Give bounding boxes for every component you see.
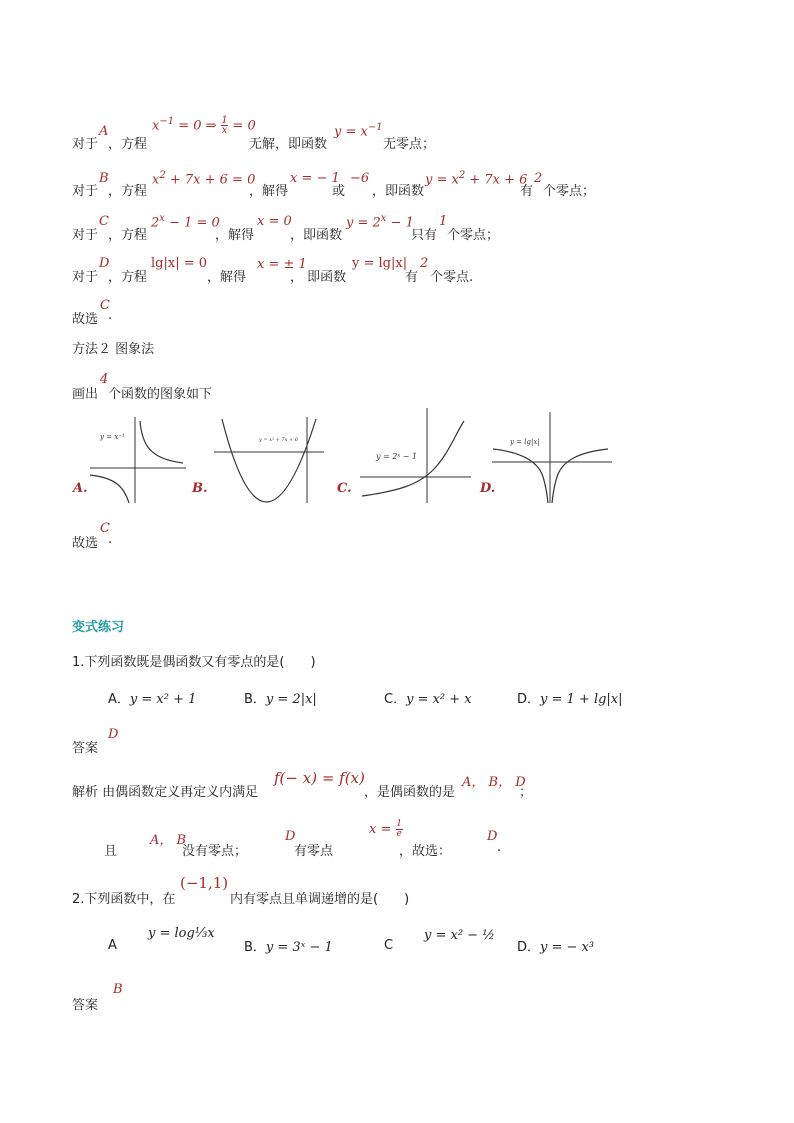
q2-stem-text2: 内有零点且单调递增的是( )	[230, 892, 410, 907]
q1-analysis-values: A， B， D	[462, 775, 526, 790]
q2-answer-value: B	[113, 982, 123, 997]
q1-option-a: A．y = x² + 1	[108, 692, 197, 707]
line-c-count: 1	[439, 214, 448, 229]
line-d-function: y = lg|x|	[352, 256, 408, 271]
q2-option-d: D．y = − x³	[517, 940, 595, 955]
q1-option-c: C．y = x² + x	[384, 692, 472, 707]
intro-count: 4	[100, 372, 109, 387]
conclusion1-text2: .	[108, 308, 113, 323]
line-c-text4: ，即函数	[290, 228, 343, 243]
graph-c	[358, 405, 473, 505]
graph-a-function-label: y = x⁻¹	[100, 433, 125, 441]
graph-c-label: C.	[337, 481, 352, 496]
q1-stem: 1.下列函数既是偶函数又有零点的是( )	[72, 655, 316, 670]
line-d-var: D	[99, 256, 110, 271]
line-b-solution1: x = − 1	[290, 171, 340, 186]
line-d-text5: 有	[405, 270, 419, 285]
line-b-or: 或	[332, 184, 346, 199]
graph-d-label: D.	[480, 481, 496, 496]
line-b-text4: ，即函数	[372, 184, 425, 199]
line-b-text2: ，方程	[108, 184, 148, 199]
conclusion1-answer: C	[100, 298, 110, 313]
graph-d-curve-right	[552, 449, 608, 503]
line-c-text1: 对于	[72, 228, 99, 243]
q1-analysis-text1: 解析 由偶函数定义再定义内满足	[72, 785, 259, 800]
graph-d-curve-left	[493, 449, 548, 503]
graph-a-label: A.	[73, 481, 88, 496]
graph-b	[212, 415, 327, 505]
q1-analysis2-d: D	[285, 829, 296, 844]
line-d-text6: 个零点.	[430, 270, 474, 285]
conclusion1-text1: 故选	[72, 312, 99, 327]
intro-text1: 画出	[72, 387, 99, 402]
graph-d-function-label: y = lg|x|	[510, 438, 540, 446]
q2-option-c-value: y = x² − ½	[424, 928, 495, 943]
q1-analysis-equation: f(− x) = f(x)	[274, 769, 365, 787]
intro-text2: 个函数的图象如下	[108, 387, 213, 402]
method2-title: 方法２ 图象法	[72, 342, 155, 357]
q1-analysis2-equation: x = 1 e	[369, 819, 403, 839]
line-a-var: A	[99, 124, 109, 139]
line-b-var: B	[99, 171, 109, 186]
line-b-function: $y = x^2 + 7x + 6$	[425, 170, 528, 188]
graph-d	[490, 410, 615, 505]
q2-answer-label: 答案	[72, 998, 99, 1013]
line-b-count: 2	[534, 171, 543, 186]
graph-a-curve-right	[140, 421, 183, 463]
conclusion2-answer: C	[100, 521, 110, 536]
line-a-text4: 无零点；	[383, 137, 436, 152]
line-d-text4: ， 即函数	[290, 270, 347, 285]
line-a-text1: 对于	[72, 137, 99, 152]
graph-b-label: B.	[192, 481, 208, 496]
line-a-function: $y = x^{-1}$	[334, 122, 383, 140]
line-a-text2: ，方程	[108, 137, 148, 152]
line-c-equation: $2^x - 1 = 0$	[151, 213, 220, 231]
q1-answer-value: D	[108, 727, 119, 742]
line-b-text6: 个零点；	[543, 184, 596, 199]
graph-b-parabola	[222, 419, 316, 502]
line-c-text3: ，解得	[215, 228, 255, 243]
line-b-solution2: −6	[350, 171, 370, 186]
line-b-text1: 对于	[72, 184, 99, 199]
line-c-text5: 只有	[411, 228, 438, 243]
q1-analysis2-text1: 且	[104, 844, 118, 859]
graph-c-function-label: y = 2ˣ − 1	[376, 452, 418, 461]
line-c-text6: 个零点；	[447, 228, 500, 243]
q1-analysis2-values: A， B	[150, 833, 187, 848]
conclusion2-text2: .	[108, 532, 113, 547]
q1-analysis-text3: ；	[519, 785, 533, 800]
q1-analysis2-text3: 有零点	[294, 844, 334, 859]
q1-answer-label: 答案	[72, 741, 99, 756]
line-c-function: $y = 2^x - 1$	[346, 213, 414, 231]
line-c-var: C	[99, 214, 109, 229]
q2-stem-text1: 2.下列函数中，在	[72, 892, 176, 907]
line-d-text1: 对于	[72, 270, 99, 285]
line-c-text2: ，方程	[108, 228, 148, 243]
q1-analysis2-text2: 没有零点；	[182, 844, 248, 859]
line-c-solution: x = 0	[257, 214, 292, 229]
line-b-text3: ，解得	[249, 184, 289, 199]
practice-heading: 变式练习	[72, 620, 125, 635]
line-a-text3: 无解，即函数	[249, 137, 328, 152]
graph-a-curve-left	[90, 475, 129, 503]
q1-analysis2-answer: D	[487, 829, 498, 844]
line-b-equation: $x^2 + 7x + 6 = 0$	[152, 170, 256, 188]
q2-option-a-value: y = log⅓x	[148, 926, 215, 941]
graph-b-function-label: y = x² + 7x + 6	[259, 437, 298, 443]
line-d-text2: ，方程	[108, 270, 148, 285]
line-d-equation: lg|x| = 0	[151, 256, 207, 271]
q2-option-b: B．y = 3ˣ − 1	[244, 940, 333, 955]
q1-option-b: B．y = 2|x|	[244, 692, 317, 707]
q1-analysis2-text4: ，故选：	[399, 844, 452, 859]
q1-analysis-text2: ，是偶函数的是	[364, 785, 456, 800]
graph-a	[88, 415, 188, 505]
q2-option-a-key: A	[108, 938, 117, 953]
line-a-equation: $x^{-1} = 0$ ⇒ 1 x = 0	[152, 115, 256, 137]
q1-option-d: D．y = 1 + lg|x|	[517, 692, 623, 707]
q1-analysis2-text5: .	[497, 840, 502, 855]
line-d-count: 2	[420, 256, 429, 271]
q2-stem-interval: (−1,1)	[180, 874, 229, 892]
conclusion2-text1: 故选	[72, 536, 99, 551]
line-d-solution: x = ± 1	[257, 257, 307, 272]
line-b-text5: 有	[520, 184, 534, 199]
q2-option-c-key: C	[384, 938, 394, 953]
line-d-text3: ，解得	[207, 270, 247, 285]
